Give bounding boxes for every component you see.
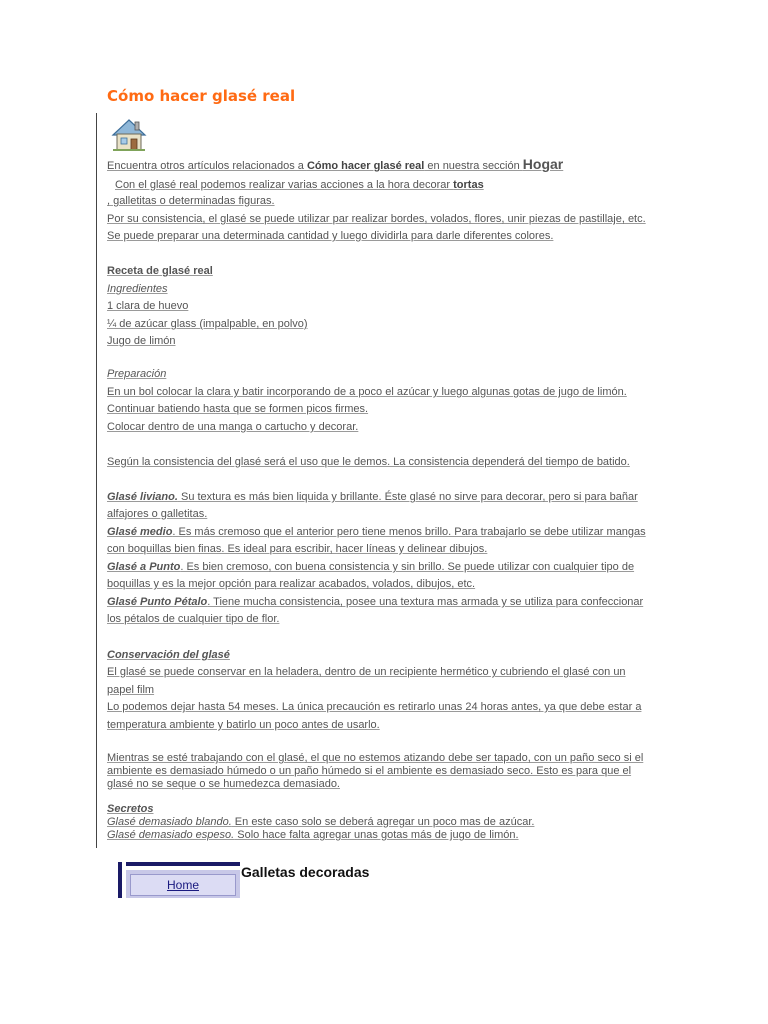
- type-line[interactable]: Glasé a Punto. Es bien cremoso, con buena consistencia y sin brillo. Se puede utilizar con cualquier tipo de: [107, 561, 635, 573]
- type-line[interactable]: alfajores o galletitas.: [107, 508, 208, 520]
- working-line[interactable]: ambiente es demasiado húmedo o un paño húmedo si el ambiente es demasiado seco. Esto es para que el: [107, 765, 632, 777]
- house-icon[interactable]: [110, 116, 148, 154]
- page-title: Cómo hacer glasé real: [107, 87, 296, 105]
- secret-item[interactable]: Glasé demasiado blando. En este caso solo se deberá agregar un poco mas de azúcar.: [107, 816, 535, 828]
- intro-line[interactable]: Se puede preparar una determinada cantidad y luego dividirla para darle diferentes colores.: [107, 230, 554, 242]
- type-line[interactable]: con boquillas bien finas. Es ideal para escribir, hacer líneas y delinear dibujos.: [107, 543, 488, 555]
- prep-step[interactable]: En un bol colocar la clara y batir incorporando de a poco el azúcar y luego algunas gotas de jugo de limón.: [107, 386, 627, 398]
- working-line[interactable]: Mientras se esté trabajando con el glasé, el que no estemos atizando debe ser tapado, con un paño seco si el: [107, 752, 644, 764]
- ingredient-item[interactable]: 1 clara de huevo: [107, 300, 189, 312]
- home-link[interactable]: Home: [130, 874, 236, 896]
- left-rule: [96, 113, 97, 848]
- section-link-hogar[interactable]: Hogar: [522, 156, 564, 172]
- secret-item[interactable]: Glasé demasiado espeso. Solo hace falta agregar unas gotas más de jugo de limón.: [107, 829, 519, 841]
- intro-line[interactable]: Con el glasé real podemos realizar varias acciones a la hora decorar tortas: [115, 179, 484, 191]
- secrets-heading[interactable]: Secretos: [107, 803, 154, 815]
- prep-step[interactable]: Colocar dentro de una manga o cartucho y decorar.: [107, 421, 359, 433]
- type-line[interactable]: Glasé Punto Pétalo. Tiene mucha consistencia, posee una textura mas armada y se utiliza para confeccionar: [107, 596, 644, 608]
- intro-line[interactable]: , galletitas o determinadas figuras.: [107, 195, 275, 207]
- type-line[interactable]: Glasé liviano. Su textura es más bien liquida y brillante. Éste glasé no sirve para decorar, pero si para bañar: [107, 491, 638, 503]
- conservation-line[interactable]: Lo podemos dejar hasta 54 meses. La única precaución es retirarlo unas 24 horas antes, ya que debe estar a: [107, 701, 642, 713]
- ingredient-item[interactable]: Jugo de limón: [107, 335, 176, 347]
- next-article-heading[interactable]: Galletas decoradas: [241, 864, 370, 880]
- footer-bar-horizontal: [126, 862, 240, 866]
- type-line[interactable]: los pétalos de cualquier tipo de flor.: [107, 613, 280, 625]
- ingredient-item[interactable]: ¼ de azúcar glass (impalpable, en polvo): [107, 318, 308, 330]
- conservation-heading[interactable]: Conservación del glasé: [107, 649, 230, 661]
- conservation-line[interactable]: papel film: [107, 684, 155, 696]
- consistency-note[interactable]: Según la consistencia del glasé será el uso que le demos. La consistencia dependerá del tiempo de batido.: [107, 456, 630, 468]
- prep-step[interactable]: Continuar batiendo hasta que se formen picos firmes.: [107, 403, 369, 415]
- working-line[interactable]: glasé no se seque o se humedezca demasiado.: [107, 778, 340, 790]
- conservation-line[interactable]: El glasé se puede conservar en la heladera, dentro de un recipiente hermético y cubriendo el glasé con un: [107, 666, 626, 678]
- ingredients-heading[interactable]: Ingredientes: [107, 283, 168, 295]
- intro-line[interactable]: Por su consistencia, el glasé se puede utilizar par realizar bordes, volados, flores, unir piezas de pastillaje, etc.: [107, 213, 646, 225]
- conservation-line[interactable]: temperatura ambiente y batirlo un poco antes de usarlo.: [107, 719, 380, 731]
- recipe-heading[interactable]: Receta de glasé real: [107, 265, 213, 277]
- type-line[interactable]: boquillas y es la mejor opción para realizar acabados, volados, dibujos, etc.: [107, 578, 476, 590]
- type-line[interactable]: Glasé medio. Es más cremoso que el anterior pero tiene menos brillo. Para trabajarlo se debe utilizar mangas: [107, 526, 646, 538]
- footer-nav: [118, 862, 240, 898]
- prep-heading[interactable]: Preparación: [107, 368, 167, 380]
- related-link[interactable]: Encuentra otros artículos relacionados a Cómo hacer glasé real en nuestra sección Hogar: [107, 156, 564, 172]
- footer-bar-vertical: [118, 862, 122, 898]
